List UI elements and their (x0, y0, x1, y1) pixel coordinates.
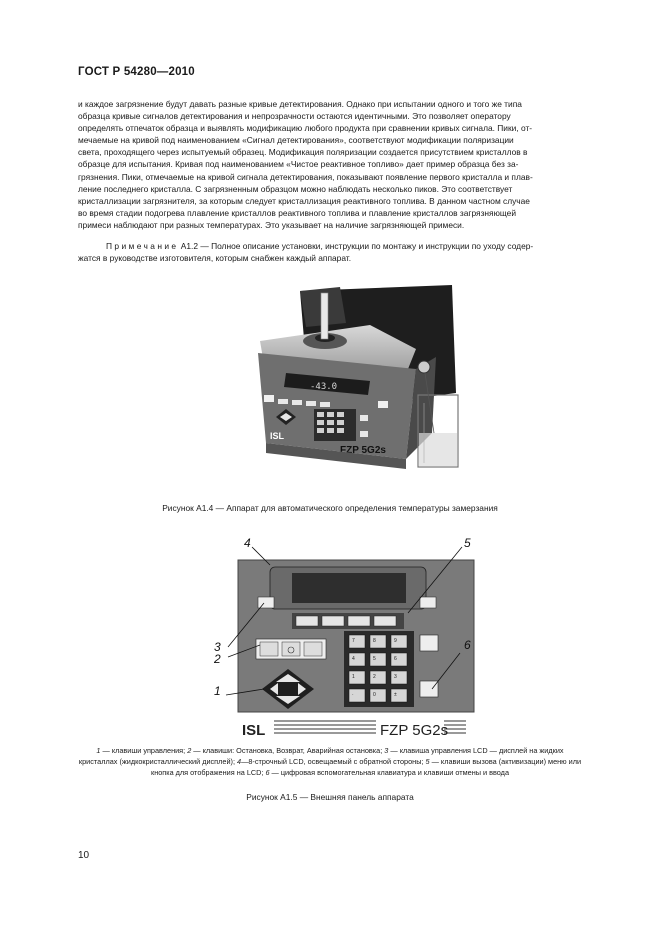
apparatus-brand: FZP 5G2s (340, 445, 386, 456)
text-line: примеси наблюдают при разных температурах. Это указывает на наличие загрязняющей примеси. (78, 219, 465, 230)
legend-text-5: — клавиши вызова (активизации) меню или кнопка для отображения на LCD; (151, 756, 582, 777)
note-label: Примечание (106, 241, 179, 251)
text-line: мечаемые на кривой под наименованием «Сигнал детектирования», соответствуют модификации поляризации (78, 135, 514, 146)
keypad-key-label: 8 (373, 638, 376, 644)
callout-6: 6 (464, 638, 471, 652)
legend-num-4: 4 (237, 756, 242, 766)
menu-key[interactable] (374, 616, 396, 626)
figure-caption-a1-4: Рисунок А1.4 — Аппарат для автоматического определения температуры замерзания (162, 503, 498, 513)
text-line: образце для испытания. Кривая под наименованием «Чистое реактивное топливо» дает пример образца без за- (78, 159, 519, 170)
body-paragraph (78, 98, 582, 231)
note-paragraph (78, 240, 582, 264)
keypad-key-label: 6 (394, 656, 397, 662)
menu-key-right[interactable] (420, 597, 436, 608)
callout-1: 1 (214, 684, 221, 698)
callout-3: 3 (214, 640, 221, 654)
legend-num-3: 3 (384, 746, 389, 755)
keypad-key-label: 9 (394, 638, 397, 644)
figure-caption-a1-5: Рисунок А1.5 — Внешняя панель аппарата (246, 792, 414, 802)
legend-text-6: — цифровая вспомогательная клавиатура и клавиши отмены и ввода (269, 767, 509, 777)
legend-num-5: 5 (425, 756, 430, 766)
keypad-key-label: ± (394, 692, 397, 698)
return-key[interactable] (282, 642, 300, 656)
emergency-stop-key[interactable] (304, 642, 322, 656)
enter-key[interactable] (420, 681, 438, 697)
front-panel-diagram (208, 535, 495, 740)
keypad-key-label: 4 (352, 656, 355, 662)
menu-key[interactable] (348, 616, 370, 626)
stop-key[interactable] (260, 642, 278, 656)
text-line: кристаллизации загрязнителя, за которым следует кристаллизация реактивного топлива. В данном частном случае (78, 195, 530, 206)
callout-4: 4 (244, 536, 251, 550)
text-line: ление последнего кристалла. С загрязненным образцом можно наблюдать несколько пиков. Это соответствует (78, 183, 513, 194)
keypad-key-label: 0 (373, 692, 376, 698)
keypad-key-label: 7 (352, 638, 355, 644)
keypad-key-label: 1 (352, 674, 355, 680)
document-header: ГОСТ Р 54280—2010 (78, 66, 195, 78)
legend-num-1: 1 (96, 746, 101, 755)
text-line: света, проходящего через испытуемый образец. Модификация поляризации создается присутствием кристаллов в (78, 147, 528, 158)
display-readout: -43.0 (310, 382, 338, 392)
legend-text-2: — клавиши: Остановка, Возврат, Аварийная остановка; (191, 746, 385, 755)
menu-key[interactable] (322, 616, 344, 626)
page-number: 10 (78, 850, 90, 861)
keypad-key-label: · (352, 692, 354, 698)
panel-brand: FZP 5G2s (380, 722, 449, 739)
menu-key-left[interactable] (258, 597, 274, 608)
figure-legend (78, 746, 582, 778)
text-line: и каждое загрязнение будут давать разные кривые детектирования. Однако при испытании одного и того же типа (78, 99, 522, 109)
legend-text-1: — клавиши управления; (100, 746, 188, 755)
menu-key[interactable] (296, 616, 318, 626)
lcd-display (292, 573, 406, 603)
note-text-1: А1.2 — Полное описание установки, инструкции по монтажу и инструкции по уходу содер- (178, 241, 534, 251)
panel-logo: ISL (242, 722, 266, 739)
text-line: определять отпечаток образца и выявлять модификацию любого продукта при сравнении кривых сигнала. Пики, от- (78, 123, 533, 134)
text-line: во время стадии подогрева плавление кристаллов реактивного топлива и плавление кристаллов загрязняющей (78, 207, 517, 218)
keypad-key-label: 5 (373, 656, 376, 662)
apparatus-logo: ISL (270, 431, 285, 441)
legend-text-4: —8-строчный LCD, освещаемый с обратной стороны; (241, 756, 426, 766)
note-text-2: жатся в руководстве изготовителя, которым снабжен каждый аппарат. (78, 253, 352, 264)
text-line: грязнения. Пики, отмечаемые на кривой сигнала детектирования, показывают появление первого кристалла и плав- (78, 171, 533, 182)
text-line: образца кривые сигналов детектирования и непрозрачности остаются идентичными. Это позволяет оператору (78, 111, 511, 122)
keypad-key-label: 2 (373, 674, 376, 680)
legend-text-3: — клавиша управления LCD — дисплей на жидких кристаллах (жидкокристаллический дисплей); (78, 746, 564, 766)
callout-2: 2 (214, 652, 221, 666)
legend-num-2: 2 (187, 746, 192, 755)
legend-num-6: 6 (265, 767, 270, 777)
cancel-key[interactable] (420, 635, 438, 651)
apparatus-photo (220, 283, 462, 483)
callout-5: 5 (464, 536, 471, 550)
keypad-key-label: 3 (394, 674, 397, 680)
